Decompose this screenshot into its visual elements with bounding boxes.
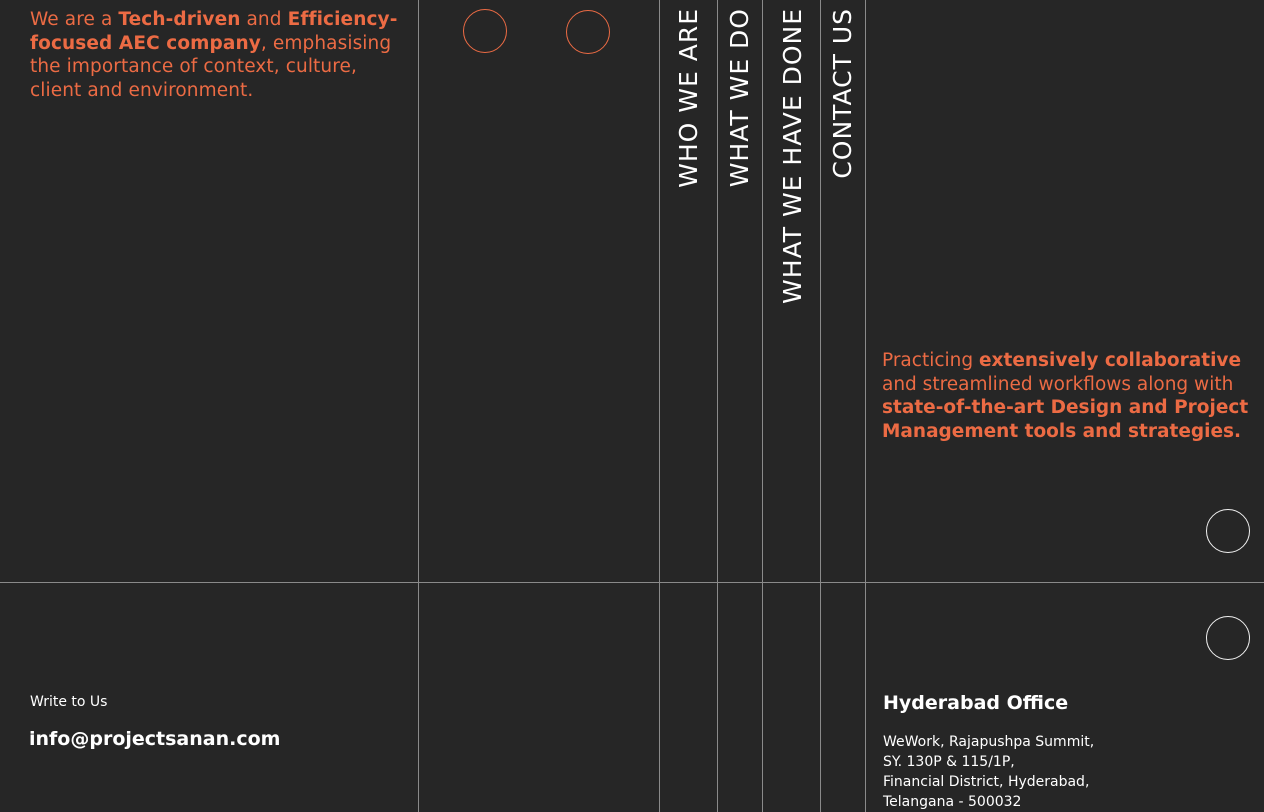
intro-text xyxy=(30,8,408,102)
email-link[interactable]: info@projectsanan.com xyxy=(29,728,281,750)
address-line: WeWork, Rajapushpa Summit, xyxy=(883,734,1095,750)
nav-what-we-have-done[interactable]: WHAT WE HAVE DONE xyxy=(778,8,807,304)
grid-line xyxy=(418,0,419,812)
grid-line xyxy=(717,0,718,812)
intro-text-part: We are a xyxy=(30,9,119,30)
intro-highlight: Efficiency-focused AEC company xyxy=(30,9,398,54)
address-line: Financial District, Hyderabad, xyxy=(883,774,1090,790)
circle-outline-icon xyxy=(1206,616,1250,660)
practice-text-part: Practicing xyxy=(882,350,979,371)
nav-what-we-do[interactable]: WHAT WE DO xyxy=(725,8,754,188)
circle-outline-icon xyxy=(566,10,610,54)
circle-outline-icon xyxy=(1206,509,1250,553)
grid-line xyxy=(659,0,660,812)
intro-text-part: and xyxy=(240,9,288,30)
grid-line xyxy=(0,582,1264,583)
address-line: Telangana - 500032 xyxy=(883,794,1022,810)
intro-text-part: , emphasising the importance of context, culture, client and environment. xyxy=(30,32,392,101)
practice-text-part: and streamlined workflows along with xyxy=(882,373,1234,395)
practice-text xyxy=(882,349,1254,443)
grid-line xyxy=(865,0,866,812)
write-to-us-label: Write to Us xyxy=(30,694,108,710)
nav-contact-us[interactable]: CONTACT US xyxy=(828,8,857,179)
nav-who-we-are[interactable]: WHO WE ARE xyxy=(674,8,703,188)
grid-line xyxy=(820,0,821,812)
circle-outline-icon xyxy=(463,9,507,53)
practice-highlight: state-of-the-art Design and Project Management tools and strategies. xyxy=(882,397,1249,442)
practice-highlight: extensively collaborative xyxy=(979,350,1242,371)
office-title: Hyderabad Office xyxy=(883,692,1069,714)
grid-line xyxy=(762,0,763,812)
office-address xyxy=(883,732,1094,812)
address-line: SY. 130P & 115/1P, xyxy=(883,754,1015,770)
intro-highlight: Tech-driven xyxy=(118,9,241,30)
